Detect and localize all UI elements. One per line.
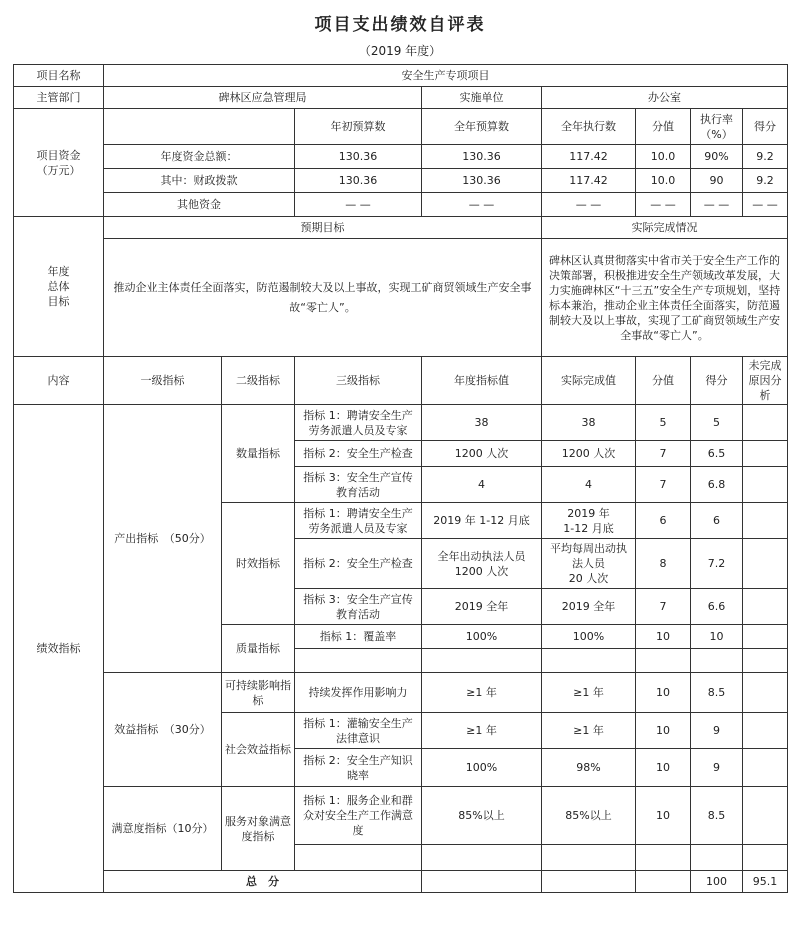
indicator-row: [14, 673, 788, 713]
project-name: 安全生产专项项目: [104, 65, 788, 87]
project-name-label: 项目名称: [14, 65, 104, 87]
funds-rate: — —: [691, 193, 743, 217]
goals-label: 年度 总体 目标: [14, 217, 104, 357]
indicator-target: 100%: [422, 749, 542, 787]
indicator-value: 7: [636, 467, 691, 503]
indicator-name: 指标 2：安全生产检查: [295, 441, 422, 467]
sustain-indicator-label: 可持续影响指标: [222, 673, 295, 713]
funds-row-name: 其他资金: [104, 193, 295, 217]
indicator-reason: [743, 539, 788, 589]
perf-header-score: 得分: [691, 357, 743, 405]
funds-score: 9.2: [743, 169, 788, 193]
indicator-reason: [743, 673, 788, 713]
indicator-actual: 1200 人次: [542, 441, 636, 467]
indicator-target: 100%: [422, 625, 542, 649]
empty-cell: [636, 871, 691, 893]
funds-row: [14, 193, 788, 217]
indicator-target: 2019 年 1-12 月底: [422, 503, 542, 539]
funds-header-score: 得分: [743, 109, 788, 145]
department-label: 主管部门: [14, 87, 104, 109]
actual-completion: 碑林区认真贯彻落实中省市关于安全生产工作的决策部署，积极推进安全生产领域改革发展，大力实施碑林区“十三五”安全生产专项规划，坚持标本兼治，推动企业主体责任全面落实，防范遏制较大及以上事故，实现了工矿商贸领域生产安全事故“零亡人”。: [542, 239, 788, 357]
indicator-name: 指标 1：服务企业和群众对安全生产工作满意度: [295, 787, 422, 845]
funds-header-rate: 执行率（%）: [691, 109, 743, 145]
output-indicator-label: 产出指标 （50分）: [104, 405, 222, 673]
indicator-row: [14, 787, 788, 845]
funds-executed: 117.42: [542, 145, 636, 169]
indicator-name: 指标 1：灌输安全生产法律意识: [295, 713, 422, 749]
page-title: 项目支出绩效自评表: [314, 15, 486, 35]
evaluation-table: [13, 64, 788, 893]
funds-rate: 90%: [691, 145, 743, 169]
indicator-name: 持续发挥作用影响力: [295, 673, 422, 713]
indicator-actual: 4: [542, 467, 636, 503]
expected-goal: 推动企业主体责任全面落实，防范遏制较大及以上事故，实现工矿商贸领域生产安全事故“零亡人”。: [104, 239, 542, 357]
funds-row: [14, 169, 788, 193]
funds-label: 项目资金 （万元）: [14, 109, 104, 217]
fiscal-year: （2019 年度）: [358, 44, 442, 58]
indicator-name: 指标 2：安全生产检查: [295, 539, 422, 589]
indicator-target: 全年出动执法人员 1200 人次: [422, 539, 542, 589]
funds-score: 9.2: [743, 145, 788, 169]
goals-header-row: [14, 217, 788, 239]
indicator-value: 8: [636, 539, 691, 589]
funds-header-score-value: 分值: [636, 109, 691, 145]
indicator-reason: [743, 625, 788, 649]
indicator-actual: 100%: [542, 625, 636, 649]
funds-row-name: 其中：财政拨款: [104, 169, 295, 193]
perf-header-level3: 三级指标: [295, 357, 422, 405]
empty-cell: [422, 845, 542, 871]
indicator-actual: ≥1 年: [542, 673, 636, 713]
funds-rate: 90: [691, 169, 743, 193]
indicator-value: 6: [636, 503, 691, 539]
funds-score: — —: [743, 193, 788, 217]
timeliness-indicator-label: 时效指标: [222, 503, 295, 625]
empty-cell: [422, 871, 542, 893]
perf-header-row: [14, 357, 788, 405]
total-value: 100: [691, 871, 743, 893]
indicator-reason: [743, 589, 788, 625]
funds-score-value: 10.0: [636, 145, 691, 169]
indicator-name: 指标 3：安全生产宣传教育活动: [295, 467, 422, 503]
indicator-name: 指标 1：聘请安全生产劳务派遣人员及专家: [295, 503, 422, 539]
indicator-reason: [743, 787, 788, 845]
empty-cell: [743, 649, 788, 673]
indicator-target: 4: [422, 467, 542, 503]
funds-annual: 130.36: [422, 169, 542, 193]
empty-cell: [691, 845, 743, 871]
funds-blank-header: [104, 109, 295, 145]
empty-cell: [295, 649, 422, 673]
perf-header-level1: 一级指标: [104, 357, 222, 405]
funds-header-executed: 全年执行数: [542, 109, 636, 145]
perf-content-label: 绩效指标: [14, 405, 104, 893]
empty-cell: [743, 845, 788, 871]
indicator-row: [14, 405, 788, 441]
perf-header-value: 分值: [636, 357, 691, 405]
indicator-reason: [743, 467, 788, 503]
indicator-name: 指标 2：安全生产知识晓率: [295, 749, 422, 787]
indicator-actual: 2019 年 1-12 月底: [542, 503, 636, 539]
indicator-value: 5: [636, 405, 691, 441]
indicator-target: ≥1 年: [422, 713, 542, 749]
funds-executed: — —: [542, 193, 636, 217]
satisfaction-indicator-label: 满意度指标（10分）: [104, 787, 222, 871]
empty-cell: [636, 845, 691, 871]
social-indicator-label: 社会效益指标: [222, 713, 295, 787]
funds-annual: 130.36: [422, 145, 542, 169]
funds-score-value: — —: [636, 193, 691, 217]
indicator-value: 10: [636, 749, 691, 787]
indicator-score: 5: [691, 405, 743, 441]
indicator-reason: [743, 405, 788, 441]
indicator-target: 85%以上: [422, 787, 542, 845]
funds-initial: 130.36: [295, 169, 422, 193]
empty-cell: [542, 649, 636, 673]
quality-indicator-label: 质量指标: [222, 625, 295, 673]
perf-header-reason: 未完成原因分析: [743, 357, 788, 405]
indicator-score: 8.5: [691, 787, 743, 845]
perf-header-actual: 实际完成值: [542, 357, 636, 405]
department: 碑林区应急管理局: [104, 87, 422, 109]
indicator-score: 6.6: [691, 589, 743, 625]
indicator-name: 指标 1：聘请安全生产劳务派遣人员及专家: [295, 405, 422, 441]
indicator-reason: [743, 713, 788, 749]
total-label: 总 分: [104, 871, 422, 893]
indicator-score: 6.5: [691, 441, 743, 467]
quantity-indicator-label: 数量指标: [222, 405, 295, 503]
funds-initial: — —: [295, 193, 422, 217]
indicator-actual: ≥1 年: [542, 713, 636, 749]
implementing-unit: 办公室: [542, 87, 788, 109]
indicator-score: 7.2: [691, 539, 743, 589]
indicator-value: 10: [636, 625, 691, 649]
indicator-actual: 平均每周出动执法人员 20 人次: [542, 539, 636, 589]
funds-executed: 117.42: [542, 169, 636, 193]
perf-header-target: 年度指标值: [422, 357, 542, 405]
implementing-unit-label: 实施单位: [422, 87, 542, 109]
indicator-value: 10: [636, 673, 691, 713]
indicator-target: ≥1 年: [422, 673, 542, 713]
indicator-target: 1200 人次: [422, 441, 542, 467]
indicator-score: 10: [691, 625, 743, 649]
total-score: 95.1: [743, 871, 788, 893]
empty-cell: [295, 845, 422, 871]
indicator-value: 7: [636, 441, 691, 467]
funds-row: [14, 145, 788, 169]
indicator-score: 6.8: [691, 467, 743, 503]
empty-cell: [691, 649, 743, 673]
goals-content-row: [14, 239, 788, 357]
indicator-value: 10: [636, 713, 691, 749]
indicator-score: 8.5: [691, 673, 743, 713]
indicator-actual: 2019 全年: [542, 589, 636, 625]
indicator-value: 7: [636, 589, 691, 625]
indicator-reason: [743, 749, 788, 787]
perf-header-level2: 二级指标: [222, 357, 295, 405]
funds-initial: 130.36: [295, 145, 422, 169]
indicator-score: 9: [691, 713, 743, 749]
perf-header-content: 内容: [14, 357, 104, 405]
indicator-score: 6: [691, 503, 743, 539]
indicator-actual: 38: [542, 405, 636, 441]
service-indicator-label: 服务对象满意度指标: [222, 787, 295, 871]
empty-cell: [542, 871, 636, 893]
project-name-row: [14, 65, 788, 87]
indicator-score: 9: [691, 749, 743, 787]
indicator-name: 指标 3：安全生产宣传教育活动: [295, 589, 422, 625]
indicator-target: 2019 全年: [422, 589, 542, 625]
indicator-value: 10: [636, 787, 691, 845]
funds-row-name: 年度资金总额：: [104, 145, 295, 169]
indicator-reason: [743, 503, 788, 539]
indicator-actual: 98%: [542, 749, 636, 787]
benefit-indicator-label: 效益指标 （30分）: [104, 673, 222, 787]
indicator-name: 指标 1：覆盖率: [295, 625, 422, 649]
funds-score-value: 10.0: [636, 169, 691, 193]
funds-header-annual: 全年预算数: [422, 109, 542, 145]
total-row: [14, 871, 788, 893]
funds-header-row: [14, 109, 788, 145]
empty-cell: [422, 649, 542, 673]
empty-cell: [636, 649, 691, 673]
indicator-target: 38: [422, 405, 542, 441]
funds-annual: — —: [422, 193, 542, 217]
funds-header-initial: 年初预算数: [295, 109, 422, 145]
indicator-reason: [743, 441, 788, 467]
department-row: [14, 87, 788, 109]
indicator-actual: 85%以上: [542, 787, 636, 845]
empty-cell: [542, 845, 636, 871]
expected-goal-label: 预期目标: [104, 217, 542, 239]
actual-completion-label: 实际完成情况: [542, 217, 788, 239]
